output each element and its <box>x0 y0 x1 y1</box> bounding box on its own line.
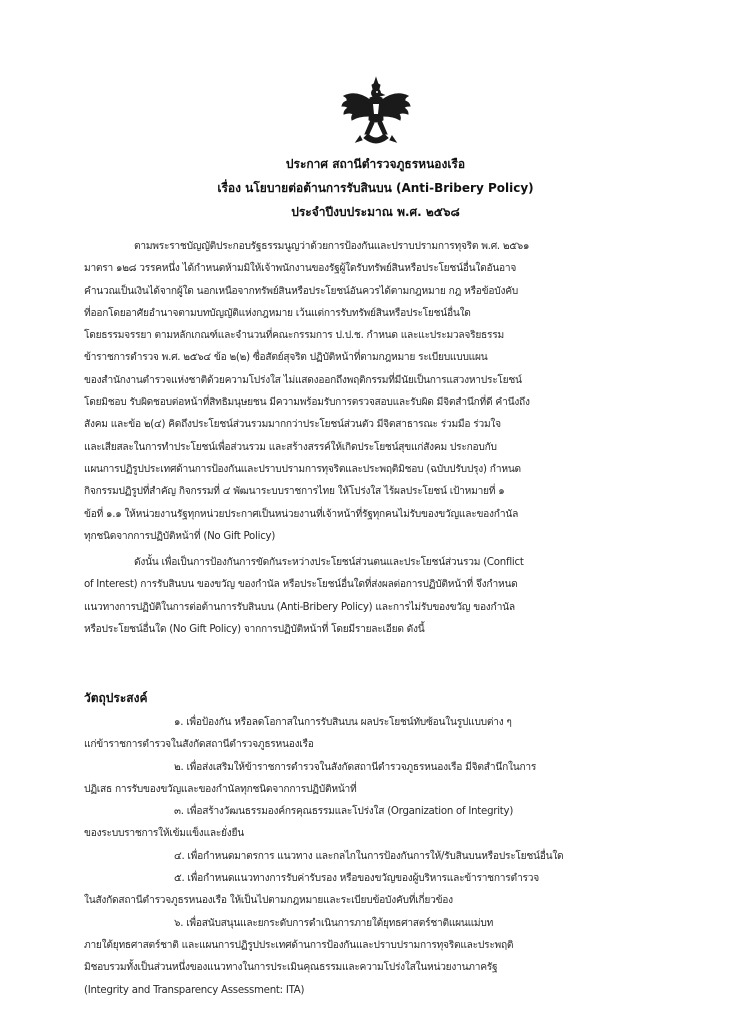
objective-continuation: แก่ข้าราชการตำรวจในสังกัดสถานีตำรวจภูธรหนองเรือ <box>84 739 314 751</box>
objective-item: ๔. เพื่อกำหนดมาตรการ แนวทาง และกลไกในการป้องกันการให้/รับสินบนหรือประโยชน์อื่นใด <box>174 850 564 862</box>
text-line: คำนวณเป็นเงินได้จากผู้ใด นอกเหนือจากทรัพย์สินหรือประโยชน์อันควรได้ตามกฎหมาย กฎ หรือข้อบังคับ <box>84 285 518 297</box>
objective-item: ๕. เพื่อกำหนดแนวทางการรับค่ารับรอง หรือของขวัญของผู้บริหารและข้าราชการตำรวจ <box>174 873 539 885</box>
objective-continuation: (Integrity and Transparency Assessment: ITA) <box>84 984 305 996</box>
text-line: ทุกชนิดจากการปฏิบัติหน้าที่ (No Gift Policy) <box>84 530 276 542</box>
text-line: กิจกรรมปฏิรูปที่สำคัญ กิจกรรมที่ ๔ พัฒนาระบบราชการไทย ให้โปร่งใส ไร้ผลประโยชน์ เป้าหมายที่ ๑ <box>84 486 505 498</box>
objective-continuation: มิชอบรวมทั้งเป็นส่วนหนึ่งของแนวทางในการประเมินคุณธรรมและความโปร่งใสในหน่วยงานภาครัฐ <box>84 962 498 974</box>
objective-continuation: ในสังกัดสถานีตำรวจภูธรหนองเรือ ให้เป็นไปตามกฎหมายและระเบียบข้อบังคับที่เกี่ยวข้อง <box>84 895 453 907</box>
text-line: of Interest) การรับสินบน ของขวัญ ของกำนัล หรือประโยชน์อื่นใดที่ส่งผลต่อการปฏิบัติหน้าที่ จึงกำหนด <box>84 579 518 591</box>
text-line: ของสำนักงานตำรวจแห่งชาติด้วยความโปร่งใส ไม่แสดงออกถึงพฤติกรรมที่มีนัยเป็นการแสวงหาประโยชน์ <box>84 374 522 386</box>
objective-item: ๓. เพื่อสร้างวัฒนธรรมองค์กรคุณธรรมและโปร่งใส (Organization of Integrity) <box>174 806 514 818</box>
text-line: ข้อที่ ๑.๑ ให้หน่วยงานรัฐทุกหน่วยประกาศเป็นหน่วยงานที่เจ้าหน้าที่รัฐทุกคนไม่รับของขวัญและของกำนัล <box>84 508 519 520</box>
text-line: แนวทางการปฏิบัติในการต่อต้านการรับสินบน (Anti-Bribery Policy) และการไม่รับของขวัญ ของกำนัล <box>84 601 515 613</box>
announcement-title: ประกาศ สถานีตำรวจภูธรหนองเรือ <box>285 157 466 171</box>
text-line: ที่ออกโดยอาศัยอำนาจตามบทบัญญัติแห่งกฎหมาย เว้นแต่การรับทรัพย์สินหรือประโยชน์อื่นใด <box>84 307 471 319</box>
text-line: โดยธรรมจรรยา ตามหลักเกณฑ์และจำนวนที่คณะกรรมการ ป.ป.ช. กำหนด และแะประมวลจริยธรรม <box>84 330 504 342</box>
objectives-list <box>84 712 664 1002</box>
objective-continuation: ปฏิเสธ การรับของขวัญและของกำนัลทุกชนิดจากการปฏิบัติหน้าที่ <box>84 783 357 795</box>
text-line: มาตรา ๑๒๘ วรรคหนึ่ง ได้กำหนดห้ามมิให้เจ้าพนักงานของรัฐผู้ใดรับทรัพย์สินหรือประโยชน์อื่นใดอันอาจ <box>84 263 517 275</box>
text-line: แผนการปฏิรูปประเทศด้านการป้องกันและปราบปรามการทุจริตและประพฤติมิชอบ (ฉบับปรับปรุง) กำหนด <box>84 463 521 475</box>
objective-continuation: ภายใต้ยุทธศาสตร์ชาติ และแผนการปฏิรูปประเทศด้านการป้องกันและปราบปรามการทุจริตและประพฤติ <box>84 939 514 951</box>
fiscal-year-line: ประจำปีงบประมาณ พ.ศ. ๒๕๖๘ <box>291 205 460 219</box>
objective-item: ๒. เพื่อส่งเสริมให้ข้าราชการตำรวจในสังกัดสถานีตำรวจภูธรหนองเรือ มีจิตสำนึกในการ <box>174 761 537 773</box>
objective-item: ๑. เพื่อป้องกัน หรือลดโอกาสในการรับสินบน ผลประโยชน์ทับซ้อนในรูปแบบต่าง ๆ <box>174 717 512 728</box>
text-line: ดังนั้น เพื่อเป็นการป้องกันการขัดกันระหว่างประโยชน์ส่วนตนและประโยชน์ส่วนรวม (Conflict <box>134 557 524 568</box>
text-line: หรือประโยชน์อื่นใด (No Gift Policy) จากการปฏิบัติหน้าที่ โดยมีรายละเอียด ดังนี้ <box>84 623 425 635</box>
text-line: ตามพระราชบัญญัติประกอบรัฐธรรมนูญว่าด้วยการป้องกันและปราบปรามการทุจริต พ.ศ. ๒๕๖๑ <box>134 241 530 252</box>
paragraph-policy-statement <box>84 552 664 641</box>
paragraph-legal-basis <box>84 236 664 548</box>
text-line: สังคม และข้อ ๒(๔) คิดถึงประโยชน์ส่วนรวมมากกว่าประโยชน์ส่วนตัว มีจิตสาธารณะ ร่วมมือ ร่วมใจ <box>84 419 501 431</box>
text-line: โดยมิชอบ รับผิดชอบต่อหน้าที่สิทธิมนุษยชน มีความพร้อมรับการตรวจสอบและรับผิด มีจิตสำนึกที่ดี คำนึงถึง <box>84 397 530 409</box>
text-line: และเสียสละในการทำประโยชน์เพื่อส่วนรวม และสร้างสรรค์ให้เกิดประโยชน์สุขแก่สังคม ประกอบกับ <box>84 441 497 453</box>
announcement-subject: เรื่อง นโยบายต่อต้านการรับสินบน (Anti-Bribery Policy) <box>217 181 534 195</box>
garuda-emblem-icon <box>338 76 414 152</box>
objective-continuation: ของระบบราชการให้เข้มแข็งและยั่งยืน <box>84 828 244 840</box>
objectives-heading: วัตถุประสงค์ <box>84 691 148 705</box>
objective-item: ๖. เพื่อสนับสนุนและยกระดับการดำเนินการภายใต้ยุทธศาสตร์ชาติแผนแม่บท <box>174 917 494 929</box>
text-line: ข้าราชการตำรวจ พ.ศ. ๒๕๖๔ ข้อ ๒(๒) ซื่อสัตย์สุจริต ปฏิบัติหน้าที่ตามกฎหมาย ระเบียบแบบแผน <box>84 352 488 364</box>
